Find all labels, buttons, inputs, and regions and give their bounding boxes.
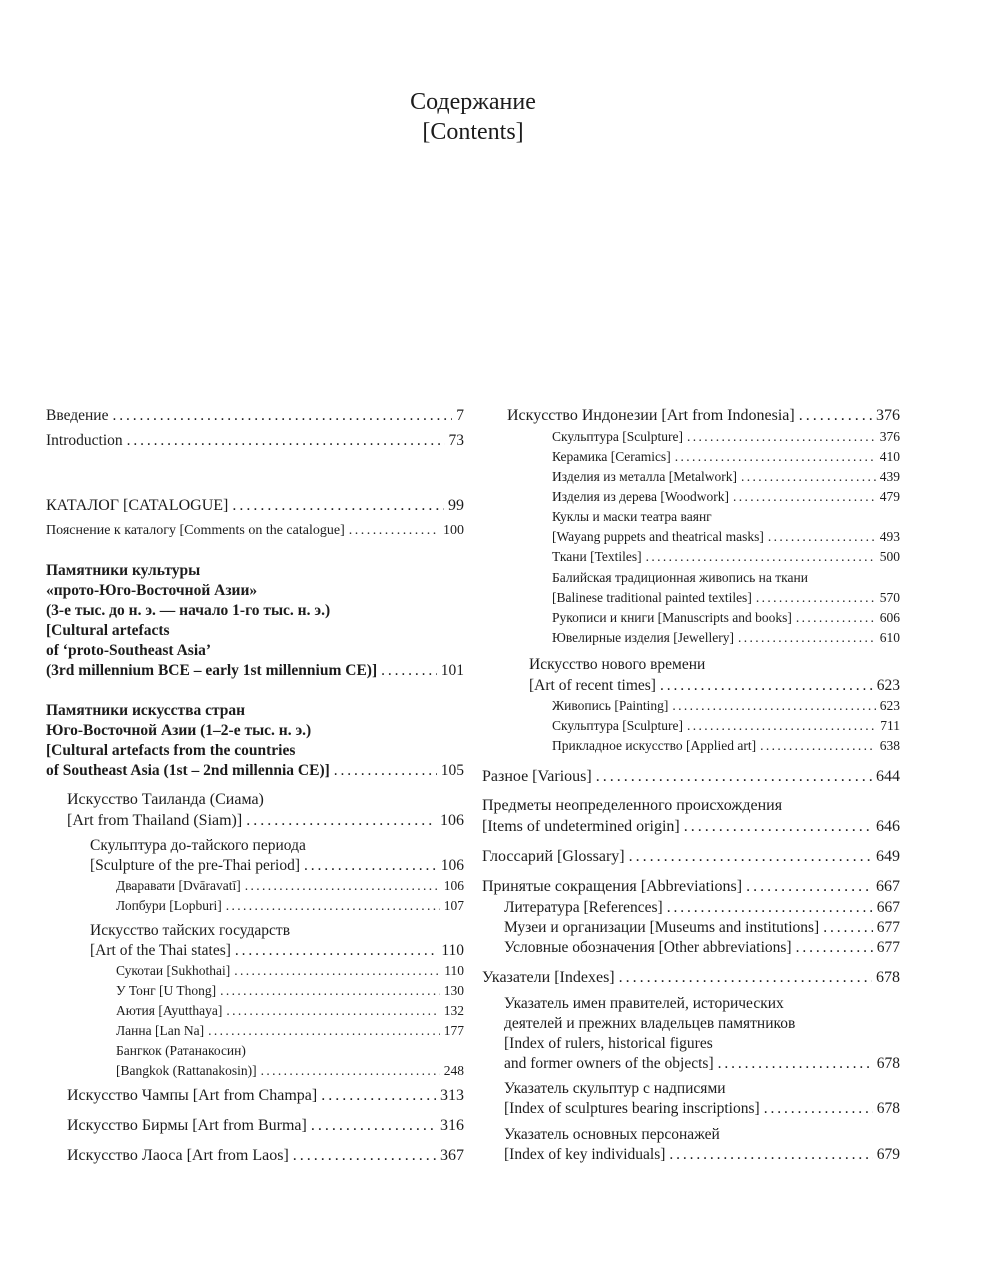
entry-page: 667 xyxy=(876,899,900,916)
section-line: Указатель основных персонажей xyxy=(504,1126,720,1143)
entry-page: 132 xyxy=(443,1003,464,1018)
toc-entry-glossary[interactable] xyxy=(482,848,900,866)
entry-label: Искусство Бирмы [Art from Burma] xyxy=(67,1117,307,1134)
toc-entry-sculpture-recent[interactable] xyxy=(552,718,900,734)
toc-entry-laos[interactable] xyxy=(67,1147,464,1165)
entry-label: [Sculpture of the pre-Thai period] xyxy=(90,857,301,874)
entry-page: 316 xyxy=(440,1117,464,1134)
toc-entry-ayutthaya[interactable] xyxy=(116,1003,464,1019)
toc-entry-catalogue[interactable] xyxy=(46,497,464,515)
entry-label: of Southeast Asia (1st – 2nd millennia CE)] xyxy=(46,762,330,779)
toc-entry-undetermined[interactable] xyxy=(482,818,900,836)
toc-entry-museums[interactable] xyxy=(504,919,900,937)
section-line: Искусство тайских государств xyxy=(90,922,291,939)
toc-entry-textiles[interactable] xyxy=(552,549,900,565)
section-line: «прото-Юго-Восточной Азии» xyxy=(46,582,258,599)
toc-entry-lopburi[interactable] xyxy=(116,898,464,914)
entry-page: 7 xyxy=(456,407,464,424)
entry-page: 410 xyxy=(879,449,900,464)
entry-page: 106 xyxy=(440,812,464,829)
entry-page: 99 xyxy=(448,497,464,514)
entry-label: Изделия из дерева [Woodwork] xyxy=(552,489,729,504)
entry-label: [Bangkok (Rattanakosin)] xyxy=(116,1063,257,1078)
entry-page: 439 xyxy=(879,469,900,484)
toc-entry-painting[interactable] xyxy=(552,698,900,714)
entry-page: 677 xyxy=(876,919,900,936)
section-line: [Cultural artefacts from the countries xyxy=(46,742,296,759)
page-title: Содержание xyxy=(410,89,536,115)
entry-label: КАТАЛОГ [CATALOGUE] xyxy=(46,497,229,514)
section-line: Памятники искусства стран xyxy=(46,702,246,719)
section-line: Предметы неопределенного происхождения xyxy=(482,797,783,814)
entry-label: Литература [References] xyxy=(504,899,663,916)
entry-label: Глоссарий [Glossary] xyxy=(482,848,625,865)
entry-label: Введение xyxy=(46,407,109,424)
toc-entry-key-individuals[interactable] xyxy=(504,1146,900,1164)
toc-entry-indexes[interactable] xyxy=(482,969,900,987)
entry-label: Дваравати [Dvāravatī] xyxy=(116,878,241,893)
entry-label: Ланна [Lan Na] xyxy=(116,1023,205,1038)
section-line: of ‘proto-Southeast Asia’ xyxy=(46,642,212,659)
entry-page: 646 xyxy=(876,818,900,835)
entry-page: 479 xyxy=(879,489,900,504)
toc-entry-vvedenie[interactable] xyxy=(46,407,464,425)
entry-label: [Wayang puppets and theatrical masks] xyxy=(552,529,764,544)
entry-page: 100 xyxy=(443,523,464,538)
toc-entry-sea[interactable] xyxy=(46,762,464,780)
entry-page: 106 xyxy=(443,878,464,893)
entry-label: У Тонг [U Thong] xyxy=(116,983,217,998)
entry-page: 376 xyxy=(879,429,900,444)
entry-label: Пояснение к каталогу [Comments on the catalogue] xyxy=(46,523,345,538)
entry-label: [Balinese traditional painted textiles] xyxy=(552,590,752,605)
toc-entry-ceramics[interactable] xyxy=(552,449,900,465)
toc-entry-proto[interactable] xyxy=(46,662,464,680)
entry-page: 110 xyxy=(444,963,464,978)
entry-page: 570 xyxy=(879,590,900,605)
entry-page: 177 xyxy=(443,1023,464,1038)
entry-label: Указатели [Indexes] xyxy=(482,969,615,986)
entry-page: 678 xyxy=(876,1055,900,1072)
toc-entry-other[interactable] xyxy=(504,939,900,957)
entry-page: 130 xyxy=(443,983,464,998)
toc-entry-various[interactable] xyxy=(482,768,900,786)
toc-entry-balinese[interactable] xyxy=(552,590,900,606)
entry-label: and former owners of the objects] xyxy=(504,1055,714,1072)
section-line: Юго-Восточной Азии (1–2-е тыс. н. э.) xyxy=(46,722,312,739)
entry-label: [Art from Thailand (Siam)] xyxy=(67,812,243,829)
entry-page: 711 xyxy=(880,718,900,733)
toc-entry-applied[interactable] xyxy=(552,738,900,754)
entry-label: [Index of sculptures bearing inscriptions] xyxy=(504,1100,760,1117)
entry-page: 110 xyxy=(441,942,464,959)
entry-page: 678 xyxy=(876,1100,900,1117)
toc-entry-prethai[interactable] xyxy=(90,857,464,875)
entry-label: Ткани [Textiles] xyxy=(552,549,642,564)
entry-label: Разное [Various] xyxy=(482,768,592,785)
toc-entry-burma[interactable] xyxy=(67,1117,464,1135)
entry-page: 623 xyxy=(876,677,900,694)
entry-label: Рукописи и книги [Manuscripts and books] xyxy=(552,610,792,625)
toc-entry-thailand[interactable] xyxy=(67,812,464,830)
toc-entry-jewellery[interactable] xyxy=(552,630,900,646)
section-line: Куклы и маски театра ваянг xyxy=(552,509,712,524)
entry-label: Аютия [Ayutthaya] xyxy=(116,1003,223,1018)
entry-label: Принятые сокращения [Abbreviations] xyxy=(482,878,743,895)
entry-page: 610 xyxy=(879,630,900,645)
entry-page: 606 xyxy=(879,610,900,625)
entry-label: Музеи и организации [Museums and institutions] xyxy=(504,919,820,936)
toc-entry-manuscripts[interactable] xyxy=(552,610,900,626)
entry-page: 623 xyxy=(879,698,900,713)
page-subtitle: [Contents] xyxy=(422,119,524,145)
toc-entry-uthong[interactable] xyxy=(116,983,464,999)
toc-entry-dvaravati[interactable] xyxy=(116,878,464,894)
section-line: [Cultural artefacts xyxy=(46,622,170,639)
entry-label: [Index of key individuals] xyxy=(504,1146,666,1163)
entry-label: [Art of recent times] xyxy=(529,677,656,694)
entry-label: Ювелирные изделия [Jewellery] xyxy=(552,630,734,645)
entry-label: Прикладное искусство [Applied art] xyxy=(552,738,757,753)
entry-page: 677 xyxy=(876,939,900,956)
section-line: Указатель скульптур с надписями xyxy=(504,1080,726,1097)
section-line: Искусство Таиланда (Сиама) xyxy=(67,791,264,808)
entry-label: Искусство Индонезии [Art from Indonesia] xyxy=(507,407,795,424)
toc-entry-woodwork[interactable] xyxy=(552,489,900,505)
toc-entry-wayang[interactable] xyxy=(552,529,900,545)
entry-page: 500 xyxy=(879,549,900,564)
toc-entry-metalwork[interactable] xyxy=(552,469,900,485)
section-line: деятелей и прежних владельцев памятников xyxy=(504,1015,796,1032)
toc-entry-champa[interactable] xyxy=(67,1087,464,1105)
entry-page: 638 xyxy=(879,738,900,753)
entry-page: 313 xyxy=(440,1087,464,1104)
entry-label: (3rd millennium BCE – early 1st millennium CE)] xyxy=(46,662,378,679)
entry-label: Introduction xyxy=(46,432,123,449)
entry-page: 101 xyxy=(440,662,464,679)
entry-label: Условные обозначения [Other abbreviations] xyxy=(504,939,792,956)
entry-page: 644 xyxy=(876,768,900,785)
entry-page: 649 xyxy=(876,848,900,865)
section-line: (3-е тыс. до н. э. — начало 1-го тыс. н. э.) xyxy=(46,602,331,619)
entry-page: 367 xyxy=(440,1147,464,1164)
section-line: Балийская традиционная живопись на ткани xyxy=(552,570,808,585)
entry-page: 679 xyxy=(876,1146,900,1163)
section-line: [Index of rulers, historical figures xyxy=(504,1035,713,1052)
entry-label: Лопбури [Lopburi] xyxy=(116,898,222,913)
entry-page: 106 xyxy=(440,857,464,874)
entry-page: 667 xyxy=(876,878,900,895)
toc-entry-rulers[interactable] xyxy=(504,1055,900,1073)
toc-entry-inscriptions[interactable] xyxy=(504,1100,900,1118)
entry-page: 105 xyxy=(440,762,464,779)
section-line: Искусство нового времени xyxy=(529,656,706,673)
entry-label: Скульптура [Sculpture] xyxy=(552,429,683,444)
toc-entry-indonesia[interactable] xyxy=(507,407,900,425)
toc-entry-sukhothai[interactable] xyxy=(116,963,464,979)
section-line: Указатель имен правителей, исторических xyxy=(504,995,784,1012)
entry-label: Искусство Чампы [Art from Champa] xyxy=(67,1087,318,1104)
toc-entry-bangkok[interactable] xyxy=(116,1063,464,1079)
toc-entry-recent[interactable] xyxy=(529,677,900,695)
section-line: Скульптура до-тайского периода xyxy=(90,837,306,854)
entry-page: 107 xyxy=(443,898,464,913)
entry-label: Керамика [Ceramics] xyxy=(552,449,671,464)
entry-label: Сукотаи [Sukhothai] xyxy=(116,963,231,978)
entry-label: [Items of undetermined origin] xyxy=(482,818,680,835)
section-line: Бангкок (Ратанакосин) xyxy=(116,1043,246,1058)
toc-entry-references[interactable] xyxy=(504,899,900,917)
section-line: Памятники культуры xyxy=(46,562,201,579)
entry-label: Скульптура [Sculpture] xyxy=(552,718,683,733)
toc-entry-lanna[interactable] xyxy=(116,1023,464,1039)
entry-label: Живопись [Painting] xyxy=(552,698,669,713)
entry-label: Искусство Лаоса [Art from Laos] xyxy=(67,1147,289,1164)
toc-entry-introduction[interactable] xyxy=(46,432,464,450)
entry-label: Изделия из металла [Metalwork] xyxy=(552,469,737,484)
entry-page: 376 xyxy=(876,407,900,424)
entry-page: 248 xyxy=(443,1063,464,1078)
entry-label: [Art of the Thai states] xyxy=(90,942,231,959)
entry-page: 73 xyxy=(448,432,464,449)
toc-entry-sculpture[interactable] xyxy=(552,429,900,445)
toc-entry-comments[interactable] xyxy=(46,523,464,539)
entry-page: 493 xyxy=(879,529,900,544)
toc-entry-abbreviations[interactable] xyxy=(482,878,900,896)
entry-page: 678 xyxy=(876,969,900,986)
toc-entry-thaistates[interactable] xyxy=(90,942,464,960)
